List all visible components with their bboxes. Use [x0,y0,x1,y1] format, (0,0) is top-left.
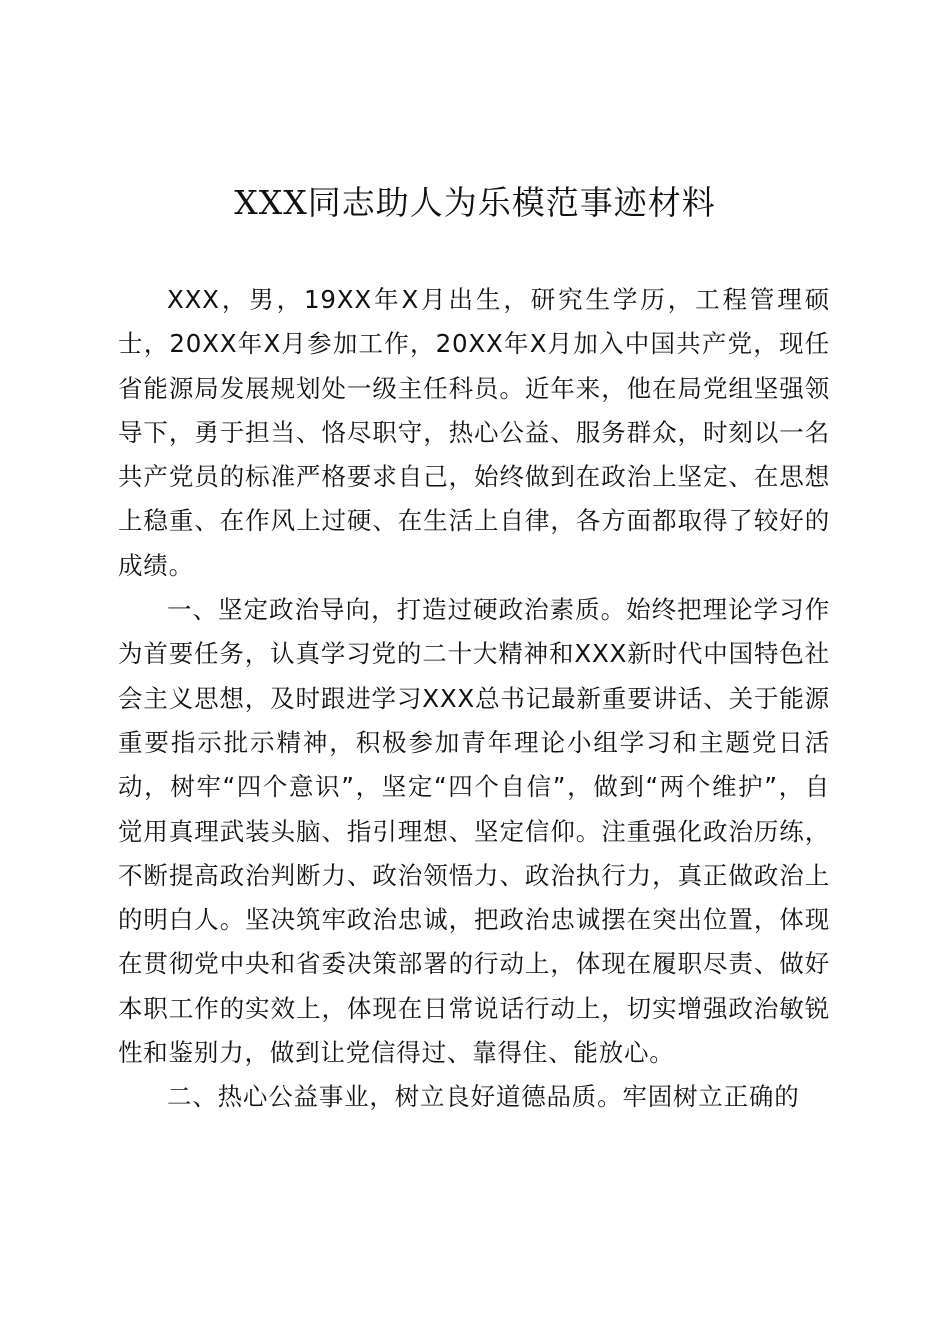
document-body [118,278,830,1120]
document-title: XXX同志助人为乐模范事迹材料 [234,183,716,222]
paragraph-section-2: 二、热心公益事业，树立良好道德品质。牢固树立正确的 [167,1082,800,1112]
paragraph-section-1: 一、坚定政治导向，打造过硬政治素质。始终把理论学习作为首要任务，认真学习党的二十大精神和XXX新时代中国特色社会主义思想，及时跟进学习XXX总书记最新重要讲话、关于能源重要指示批示精神，积极参加青年理论小组学习和主题党日活动，树牢“四个意识”，坚定“四个自信”，做到“两个维护”，自觉用真理武装头脑、指引理想、坚定信仰。注重强化政治历练，不断提高政治判断力、政治领悟力、政治执行力，真正做政治上的明白人。坚决筑牢政治忠诚，把政治忠诚摆在突出位置，体现在贯彻党中央和省委决策部署的行动上，体现在履职尽责、做好本职工作的实效上，体现在日常说话行动上，切实增强政治敏锐性和鉴别力，做到让党信得过、靠得住、能放心。 [118,595,830,1068]
paragraph-intro: XXX，男，19XX年X月出生，研究生学历，工程管理硕士，20XX年X月参加工作，20XX年X月加入中国共产党，现任省能源局发展规划处一级主任科员。近年来，他在局党组坚强领导下，勇于担当、恪尽职守，热心公益、服务群众，时刻以一名共产党员的标准严格要求自己，始终做到在政治上坚定、在思想上稳重、在作风上过硬、在生活上自律，各方面都取得了较好的成绩。 [118,285,830,580]
